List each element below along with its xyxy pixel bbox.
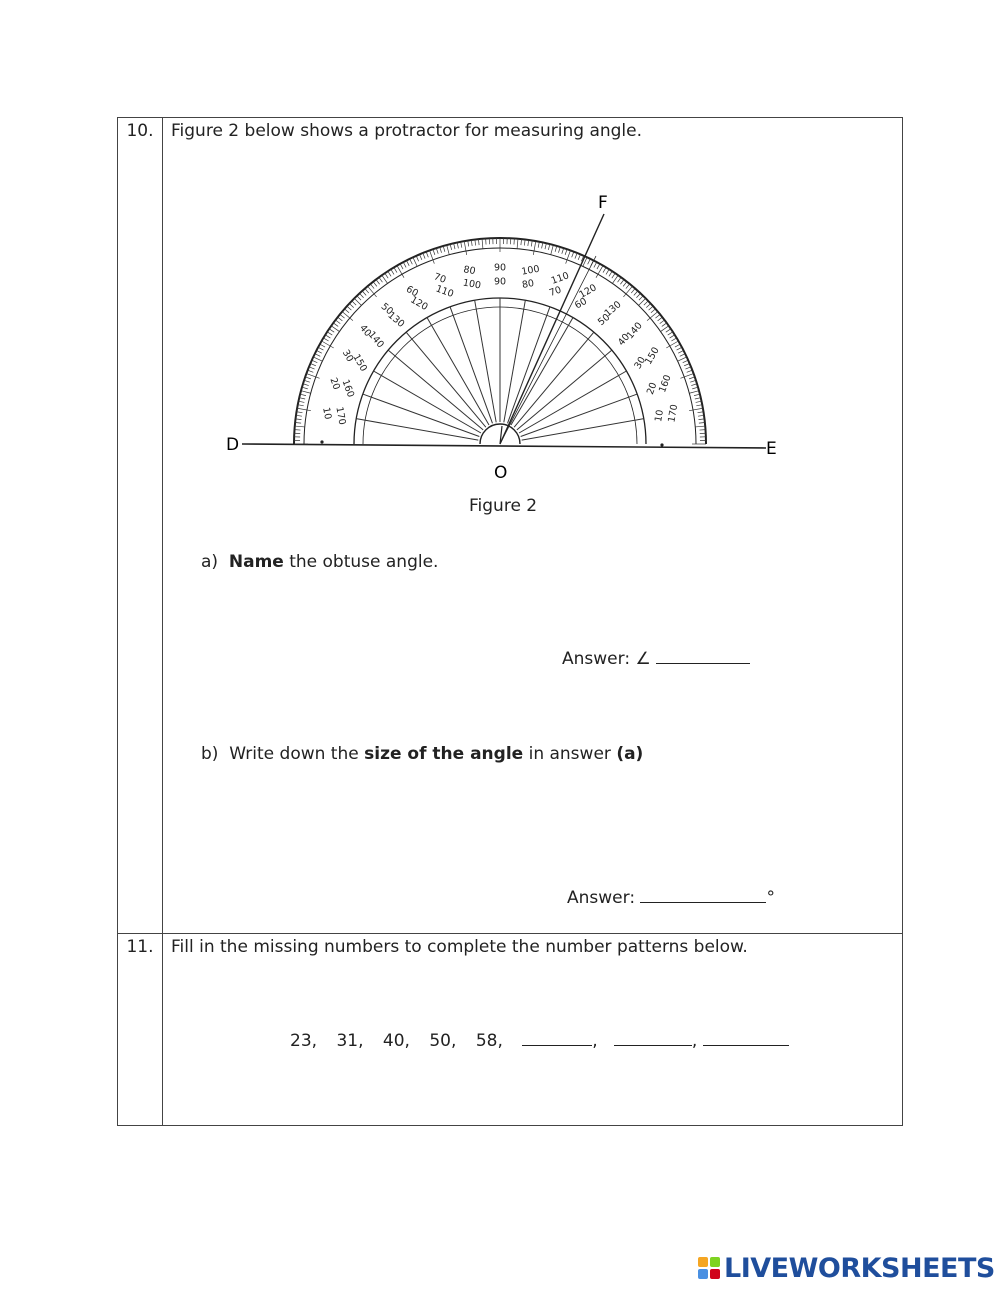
protractor-tick — [646, 304, 650, 308]
protractor-tick — [562, 248, 564, 254]
protractor-tick — [327, 332, 332, 335]
protractor-tick — [403, 262, 406, 267]
inner-scale-number: 110 — [434, 283, 455, 301]
pattern-answer-blank-2[interactable] — [614, 1031, 692, 1046]
protractor-tick — [687, 370, 693, 372]
protractor-tick — [338, 317, 343, 321]
outer-scale-number: 110 — [549, 270, 571, 287]
inner-scale-number: 160 — [339, 378, 357, 399]
protractor-tick — [603, 267, 606, 272]
protractor-tick — [397, 266, 404, 278]
protractor-tick — [694, 394, 700, 395]
pattern-answer-blank-1[interactable] — [522, 1031, 592, 1046]
protractor-tick — [410, 259, 413, 264]
label-o: O — [494, 463, 508, 483]
protractor-tick — [461, 242, 462, 248]
protractor-tick — [649, 306, 653, 310]
protractor-tick — [671, 338, 676, 341]
protractor-tick — [620, 279, 624, 284]
protractor-tick — [312, 360, 317, 362]
part-b-bold-2: (a) — [616, 744, 644, 764]
worksheet-table — [117, 117, 903, 1126]
pattern-number: 40, — [382, 1031, 410, 1051]
outer-scale-number: 160 — [657, 373, 674, 395]
protractor-tick — [420, 254, 422, 260]
protractor-tick — [596, 266, 603, 278]
inner-scale-number: 150 — [350, 352, 370, 374]
protractor-tick — [340, 314, 345, 318]
part-b-answer — [567, 888, 775, 908]
protractor-tick — [306, 374, 319, 379]
part-a-answer-prefix: Answer: ∠ — [562, 649, 651, 669]
protractor-tick — [662, 323, 667, 327]
inner-scale-number: 60 — [573, 295, 589, 312]
logo-text: LIVEWORKSHEETS — [724, 1252, 995, 1284]
protractor-tick — [528, 240, 529, 246]
protractor-tick — [349, 304, 353, 308]
protractor-tick — [370, 284, 374, 289]
outer-scale-number: 170 — [666, 403, 681, 424]
protractor-tick — [644, 301, 648, 305]
protractor-tick — [315, 354, 320, 357]
protractor-tick — [695, 398, 701, 399]
pattern-number: 58, — [475, 1031, 503, 1051]
degree-symbol: ° — [766, 888, 775, 908]
protractor-tick — [322, 341, 334, 348]
protractor-tick — [313, 357, 322, 361]
protractor-tick — [689, 377, 695, 379]
protractor-tick — [666, 341, 678, 348]
protractor-tick — [538, 242, 539, 248]
protractor-tick — [606, 269, 609, 274]
part-b-text-pre: Write down the — [229, 744, 365, 764]
protractor-tick — [345, 309, 350, 313]
inner-scale-number: 120 — [408, 294, 430, 314]
protractor-tick — [365, 289, 369, 294]
outer-scale-number: 130 — [602, 299, 624, 320]
protractor-tick — [333, 323, 338, 327]
part-a-question — [201, 552, 438, 572]
protractor-tick — [691, 384, 697, 386]
protractor-tick — [298, 405, 304, 406]
protractor-figure — [226, 188, 778, 488]
protractor-tick — [430, 250, 435, 263]
protractor-tick — [310, 364, 316, 366]
protractor-tick — [558, 247, 560, 253]
protractor-tick — [360, 293, 364, 297]
outer-scale-number: 60 — [404, 283, 420, 300]
pattern-number: 31, — [336, 1031, 364, 1051]
inner-scale-number: 30 — [632, 355, 649, 371]
protractor-tick — [413, 257, 417, 266]
protractor-tick — [443, 246, 445, 252]
protractor-tick — [698, 412, 704, 413]
outer-scale-number: 120 — [577, 282, 599, 301]
inner-scale-number: 80 — [521, 277, 536, 291]
protractor-tick — [436, 248, 438, 254]
protractor-tick — [423, 253, 425, 259]
protractor-tick — [690, 380, 696, 382]
protractor-tick — [678, 350, 683, 353]
protractor-tick — [304, 380, 310, 382]
question-number: 10. — [118, 118, 163, 934]
protractor-tick — [302, 387, 308, 389]
protractor-tick — [309, 367, 315, 369]
question-content — [163, 118, 903, 934]
part-b-bold: size of the angle — [364, 744, 524, 764]
protractor-tick — [482, 239, 483, 249]
protractor-tick — [689, 391, 699, 394]
protractor-tick — [357, 296, 361, 300]
part-b-answer-prefix: Answer: — [567, 888, 641, 908]
protractor-tick — [623, 282, 627, 287]
protractor-tick — [566, 250, 571, 263]
label-e: E — [766, 439, 777, 459]
outer-scale-number: 30 — [339, 348, 356, 364]
protractor-tick — [308, 370, 314, 372]
protractor-tick — [440, 247, 442, 253]
protractor-tick — [588, 259, 591, 264]
question-content — [163, 934, 903, 1126]
protractor-tick — [464, 241, 466, 255]
protractor-tick — [594, 262, 597, 267]
protractor-tick — [555, 246, 557, 252]
protractor-tick — [347, 306, 351, 310]
protractor-tick — [323, 338, 328, 341]
protractor-tick — [352, 301, 356, 305]
outer-scale-number: 10 — [320, 406, 334, 421]
protractor-tick — [685, 367, 691, 369]
protractor-tick — [565, 249, 567, 255]
protractor-tick — [677, 347, 682, 350]
protractor-tick — [668, 332, 673, 335]
protractor-tick — [666, 329, 671, 332]
protractor-tick — [325, 335, 330, 338]
part-a-bold: Name — [228, 552, 284, 572]
protractor-tick — [651, 309, 656, 313]
protractor-tick — [698, 415, 704, 416]
outer-scale-number: 70 — [432, 271, 448, 286]
protractor-tick — [680, 374, 693, 379]
protractor-tick — [300, 394, 306, 395]
logo-tile — [698, 1269, 708, 1279]
protractor-tick — [548, 244, 549, 250]
protractor-tick — [329, 329, 334, 332]
protractor-tick — [303, 384, 309, 386]
protractor-tick — [305, 377, 311, 379]
protractor-tick — [376, 279, 380, 284]
protractor-tick — [468, 241, 469, 247]
protractor-tick — [684, 364, 690, 366]
question-text: Figure 2 below shows a protractor for measuring angle. — [171, 121, 643, 141]
logo-tile — [698, 1257, 708, 1267]
protractor-tick — [696, 405, 702, 406]
part-b-question — [201, 744, 643, 764]
protractor-tick — [670, 335, 675, 338]
logo-tile — [710, 1257, 720, 1267]
protractor-tick — [296, 415, 302, 416]
inner-scale-number: 140 — [365, 329, 386, 351]
pattern-number: 50, — [429, 1031, 457, 1051]
protractor-tick — [517, 239, 518, 249]
protractor-tick — [695, 426, 705, 427]
protractor-tick — [683, 360, 688, 362]
protractor-tick — [660, 320, 665, 324]
outer-scale-number: 90 — [493, 262, 507, 274]
protractor-tick — [545, 243, 546, 249]
inner-scale-number: 90 — [493, 276, 507, 288]
pattern-answer-blank-3[interactable] — [703, 1031, 789, 1046]
label-d: D — [226, 435, 240, 455]
protractor-tick — [416, 256, 418, 261]
protractor-tick — [634, 291, 638, 295]
protractor-tick — [299, 401, 305, 402]
protractor-tick — [597, 264, 600, 269]
protractor-tick — [316, 350, 321, 353]
protractor-tick — [457, 243, 458, 249]
part-b-label: b) — [201, 744, 219, 764]
protractor-tick — [301, 391, 311, 394]
inner-scale-number: 70 — [547, 284, 563, 300]
question-row-10 — [118, 118, 903, 934]
protractor-tick — [678, 357, 687, 361]
inner-scale-number: 130 — [385, 309, 407, 330]
outer-scale-number: 100 — [520, 263, 541, 278]
outer-scale-number: 150 — [643, 345, 662, 367]
part-a-answer-blank[interactable] — [656, 649, 750, 664]
question-text: Fill in the missing numbers to complete the number patterns below. — [171, 937, 748, 957]
protractor-tick — [689, 408, 703, 410]
part-b-answer-blank[interactable] — [640, 888, 766, 903]
protractor-tick — [658, 317, 663, 321]
protractor-tick — [297, 412, 303, 413]
protractor-tick — [433, 249, 435, 255]
protractor-tick — [373, 282, 377, 287]
inner-scale-number: 100 — [461, 277, 482, 292]
protractor-tick — [533, 241, 535, 255]
part-a-label: a) — [201, 552, 219, 572]
protractor-tick — [454, 243, 455, 249]
protractor-tick — [636, 293, 640, 297]
protractor-tick — [531, 241, 532, 247]
protractor-tick — [680, 354, 685, 357]
label-f: F — [598, 193, 608, 213]
protractor-tick — [406, 260, 409, 265]
liveworksheets-logo[interactable] — [698, 1252, 995, 1284]
outer-scale-number: 140 — [624, 320, 645, 342]
protractor-tick — [609, 271, 612, 276]
question-number: 11. — [118, 934, 163, 1126]
protractor-tick — [297, 408, 311, 410]
protractor-tick — [575, 253, 577, 259]
protractor-tick — [385, 273, 388, 278]
protractor-tick — [696, 401, 702, 402]
protractor-tick — [400, 264, 403, 269]
protractor-tick — [639, 296, 643, 300]
protractor-tick — [362, 291, 366, 295]
liveworksheets-logo-icon — [698, 1257, 720, 1279]
number-pattern: 23, 31, 40, 50, 58, , , — [290, 1031, 789, 1051]
part-b-text-mid: in answer — [523, 744, 617, 764]
protractor-tick — [318, 347, 323, 350]
part-a-answer — [562, 649, 750, 669]
protractor-tick — [578, 254, 580, 260]
outer-scale-number: 40 — [357, 322, 374, 340]
protractor-tick — [692, 387, 698, 389]
protractor-tick — [675, 344, 680, 347]
logo-tile — [710, 1269, 720, 1279]
inner-scale-number: 170 — [333, 405, 348, 426]
protractor-tick — [426, 252, 428, 258]
figure-caption: Figure 2 — [469, 496, 538, 516]
protractor-tick — [572, 252, 574, 258]
protractor-tick — [655, 314, 660, 318]
inner-scale-number: 10 — [653, 408, 667, 423]
protractor-tick — [388, 271, 391, 276]
outer-scale-number: 50 — [378, 301, 396, 318]
part-a-text: the obtuse angle. — [283, 552, 439, 572]
protractor-tick — [626, 284, 630, 289]
protractor-tick — [551, 245, 554, 255]
protractor-tick — [542, 243, 543, 249]
protractor-tick — [335, 320, 340, 324]
question-row-11 — [118, 934, 903, 1126]
protractor-tick — [447, 245, 450, 255]
protractor-tick — [295, 426, 305, 427]
inner-scale-number: 50 — [595, 311, 613, 329]
protractor-tick — [631, 289, 635, 294]
outer-scale-number: 20 — [327, 376, 342, 392]
outer-scale-number: 80 — [462, 264, 477, 278]
protractor-tick — [391, 269, 394, 274]
protractor-tick — [320, 344, 325, 347]
protractor-tick — [618, 277, 622, 282]
protractor-tick — [612, 273, 615, 278]
protractor-tick — [299, 398, 305, 399]
protractor-tick — [379, 277, 383, 282]
inner-scale-number: 20 — [644, 381, 660, 397]
protractor-tick — [394, 267, 397, 272]
inner-scale-number: 40 — [615, 331, 633, 349]
protractor-tick — [450, 244, 451, 250]
pattern-number: 23, — [290, 1031, 318, 1051]
protractor-tick — [471, 240, 472, 246]
